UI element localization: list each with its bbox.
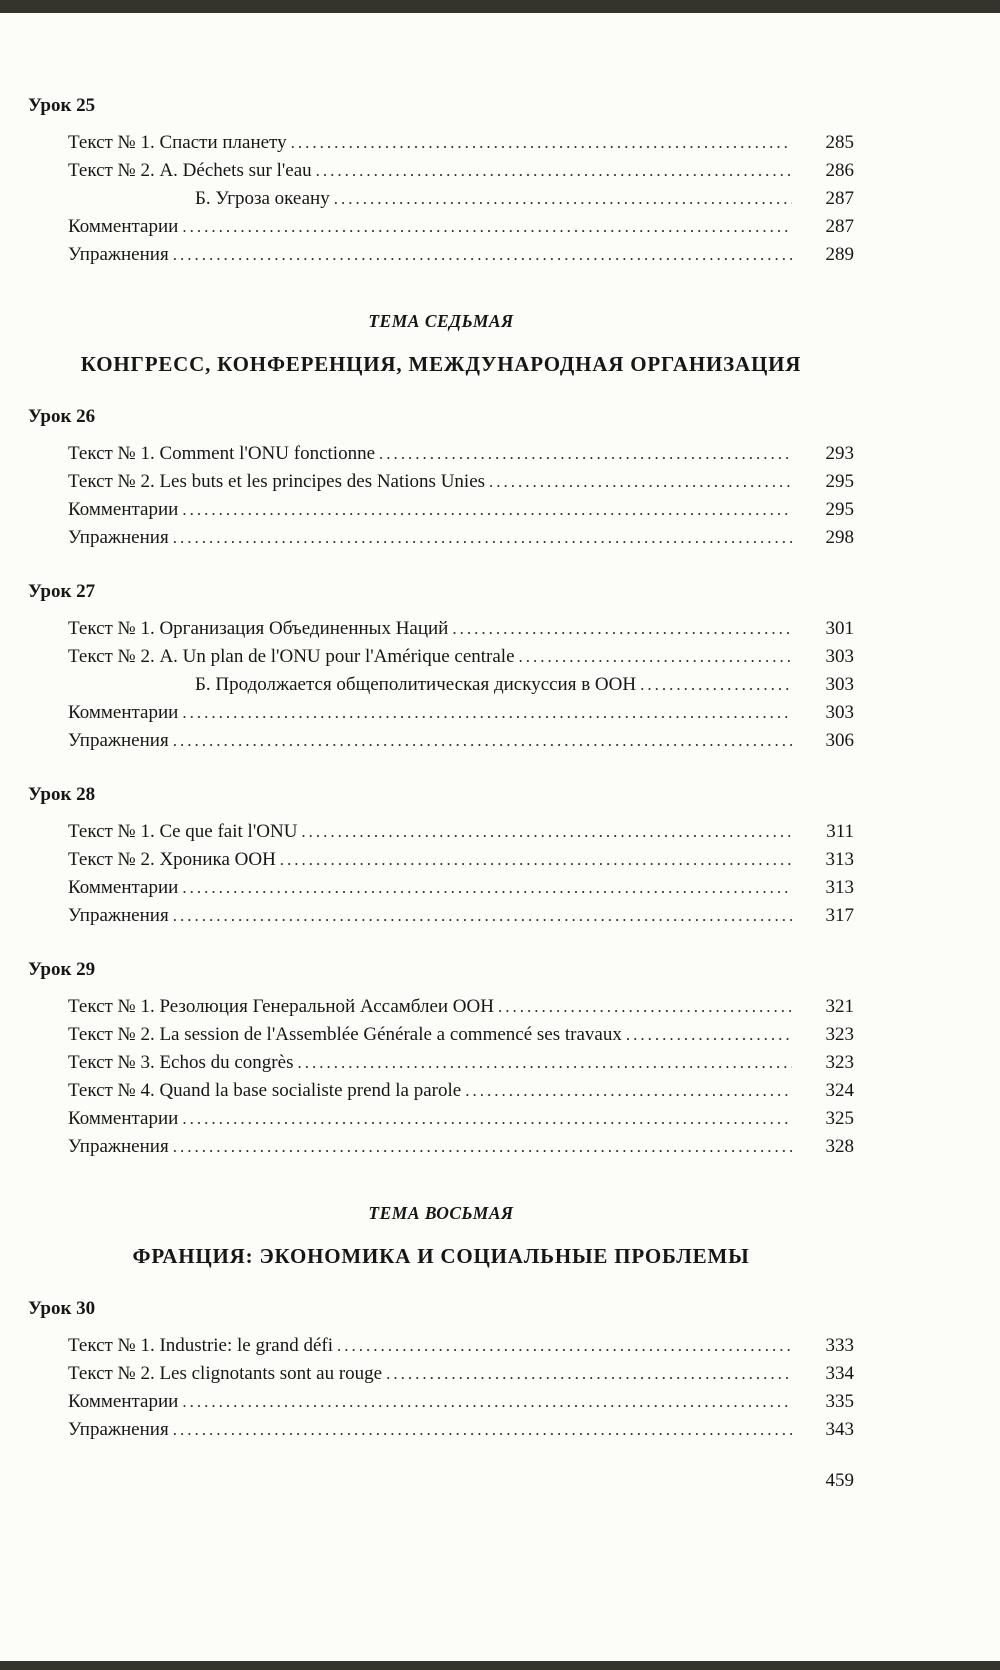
toc-entry-label: Комментарии: [68, 499, 179, 520]
toc-entry-page: 293: [825, 443, 854, 464]
toc-entry-label: Упражнения: [68, 905, 169, 926]
toc-entry: [28, 1077, 854, 1105]
lesson-block: [28, 578, 854, 755]
lesson-title: Урок 26: [28, 406, 96, 427]
toc-entry: [28, 440, 854, 468]
dot-leader: [169, 1416, 792, 1444]
toc-entry-label: Комментарии: [68, 1108, 179, 1129]
dot-leader: [312, 157, 792, 185]
toc-entry-page: 286: [825, 160, 854, 181]
toc-entry-page: 324: [825, 1080, 854, 1101]
toc-entry-label: Текст № 2. Les clignotants sont au rouge: [68, 1363, 383, 1384]
dot-leader: [169, 1133, 792, 1161]
toc-entry: [28, 993, 854, 1021]
toc-entry: [28, 727, 854, 755]
theme-heading: [28, 311, 854, 377]
toc-entry: [28, 1360, 854, 1388]
dot-leader: [515, 643, 792, 671]
dot-leader: [169, 902, 792, 930]
toc-entry: [28, 1105, 854, 1133]
dot-leader: [178, 213, 792, 241]
table-of-contents: [28, 92, 854, 1444]
dot-leader: [448, 615, 792, 643]
toc-entry-page: 301: [825, 618, 854, 639]
toc-entry-label: Текст № 1. Industrie: le grand défi: [68, 1335, 334, 1356]
scan-edge-bottom: [0, 1661, 1000, 1670]
dot-leader: [636, 671, 792, 699]
toc-entry: [28, 524, 854, 552]
toc-entry-page: 323: [825, 1024, 854, 1045]
toc-entry-page: 323: [825, 1052, 854, 1073]
toc-entry: [28, 699, 854, 727]
toc-entry-page: 328: [825, 1136, 854, 1157]
lesson-block: [28, 403, 854, 552]
toc-entry: [28, 1133, 854, 1161]
toc-entry-label: Текст № 3. Echos du congrès: [68, 1052, 294, 1073]
toc-entry-page: 313: [825, 877, 854, 898]
toc-entry: [28, 468, 854, 496]
lesson-title: Урок 27: [28, 581, 96, 602]
lesson-title: Урок 28: [28, 784, 96, 805]
toc-entry-label: Упражнения: [68, 1136, 169, 1157]
theme-subtitle: ТЕМА СЕДЬМАЯ: [368, 311, 514, 331]
lesson-block: [28, 1295, 854, 1444]
dot-leader: [297, 818, 792, 846]
toc-entry-page: 287: [825, 188, 854, 209]
toc-entry: [28, 1021, 854, 1049]
toc-entry-page: 295: [825, 471, 854, 492]
toc-entry-label: Текст № 1. Организация Объединенных Наций: [68, 618, 449, 639]
toc-entry-label: Упражнения: [68, 1419, 169, 1440]
toc-entry-label: Комментарии: [68, 702, 179, 723]
lesson-title: Урок 30: [28, 1298, 96, 1319]
toc-entry-page: 334: [825, 1363, 854, 1384]
toc-entry-page: 289: [825, 244, 854, 265]
toc-entry: [28, 1388, 854, 1416]
toc-entry-label: Текст № 2. А. Déchets sur l'eau: [68, 160, 312, 181]
toc-entry-page: 287: [825, 216, 854, 237]
toc-entry-page: 303: [825, 646, 854, 667]
lesson-block: [28, 956, 854, 1161]
dot-leader: [178, 699, 792, 727]
toc-entry-label: Текст № 1. Резолюция Генеральной Ассамблеи ООН: [68, 996, 494, 1017]
lesson-block: [28, 92, 854, 269]
dot-leader: [622, 1021, 792, 1049]
toc-entry-label: Текст № 1. Comment l'ONU fonctionne: [68, 443, 375, 464]
toc-entry: [28, 213, 854, 241]
toc-entry-label: Комментарии: [68, 877, 179, 898]
dot-leader: [178, 1388, 792, 1416]
toc-entry: [28, 496, 854, 524]
toc-entry-page: 343: [825, 1419, 854, 1440]
toc-entry-page: 311: [826, 821, 854, 842]
toc-entry-label: Комментарии: [68, 216, 179, 237]
toc-entry: [28, 902, 854, 930]
toc-entry: [28, 818, 854, 846]
toc-entry-label: Б. Продолжается общеполитическая дискуссия в ООН: [195, 674, 637, 695]
theme-title: ФРАНЦИЯ: ЭКОНОМИКА И СОЦИАЛЬНЫЕ ПРОБЛЕМЫ: [132, 1244, 750, 1268]
toc-entry: [28, 846, 854, 874]
toc-entry-page: 298: [825, 527, 854, 548]
toc-entry: [28, 185, 854, 213]
toc-entry: [28, 874, 854, 902]
dot-leader: [485, 468, 792, 496]
page-number: 459: [825, 1470, 854, 1491]
toc-entry-page: 317: [825, 905, 854, 926]
toc-entry-label: Б. Угроза океану: [195, 188, 330, 209]
toc-entry-label: Текст № 2. La session de l'Assemblée Générale a commencé ses travaux: [68, 1024, 622, 1045]
toc-entry-page: 306: [825, 730, 854, 751]
toc-entry-label: Текст № 2. Les buts et les principes des Nations Unies: [68, 471, 486, 492]
toc-entry-label: Текст № 2. Хроника ООН: [68, 849, 276, 870]
toc-entry-page: 325: [825, 1108, 854, 1129]
dot-leader: [287, 129, 792, 157]
toc-entry: [28, 157, 854, 185]
toc-entry: [28, 129, 854, 157]
dot-leader: [276, 846, 792, 874]
dot-leader: [494, 993, 792, 1021]
toc-entry: [28, 615, 854, 643]
toc-entry-label: Упражнения: [68, 730, 169, 751]
dot-leader: [330, 185, 792, 213]
theme-heading: [28, 1203, 854, 1269]
toc-entry: [28, 643, 854, 671]
toc-entry-label: Текст № 1. Спасти планету: [68, 132, 287, 153]
toc-entry-label: Текст № 1. Ce que fait l'ONU: [68, 821, 298, 842]
toc-entry: [28, 1049, 854, 1077]
dot-leader: [461, 1077, 792, 1105]
toc-entry-page: 303: [825, 674, 854, 695]
dot-leader: [293, 1049, 792, 1077]
toc-entry-page: 335: [825, 1391, 854, 1412]
toc-entry-page: 285: [825, 132, 854, 153]
dot-leader: [178, 874, 792, 902]
lesson-title: Урок 29: [28, 959, 96, 980]
theme-title: КОНГРЕСС, КОНФЕРЕНЦИЯ, МЕЖДУНАРОДНАЯ ОРГАНИЗАЦИЯ: [80, 352, 802, 376]
dot-leader: [375, 440, 792, 468]
toc-entry-label: Комментарии: [68, 1391, 179, 1412]
toc-entry-page: 303: [825, 702, 854, 723]
toc-entry-label: Упражнения: [68, 527, 169, 548]
toc-entry-page: 313: [825, 849, 854, 870]
dot-leader: [382, 1360, 792, 1388]
dot-leader: [178, 496, 792, 524]
toc-entry: [28, 1332, 854, 1360]
toc-entry-label: Упражнения: [68, 244, 169, 265]
lesson-block: [28, 781, 854, 930]
toc-entry-label: Текст № 4. Quand la base socialiste prend la parole: [68, 1080, 462, 1101]
dot-leader: [169, 727, 792, 755]
toc-entry-page: 321: [825, 996, 854, 1017]
dot-leader: [169, 524, 792, 552]
toc-entry-page: 333: [825, 1335, 854, 1356]
toc-entry: [28, 671, 854, 699]
dot-leader: [178, 1105, 792, 1133]
lesson-title: Урок 25: [28, 95, 96, 116]
toc-entry: [28, 241, 854, 269]
toc-entry: [28, 1416, 854, 1444]
scan-edge-top: [0, 0, 1000, 13]
dot-leader: [333, 1332, 792, 1360]
theme-subtitle: ТЕМА ВОСЬМАЯ: [368, 1203, 514, 1223]
dot-leader: [169, 241, 792, 269]
toc-entry-page: 295: [825, 499, 854, 520]
toc-entry-label: Текст № 2. А. Un plan de l'ONU pour l'Amérique centrale: [68, 646, 515, 667]
